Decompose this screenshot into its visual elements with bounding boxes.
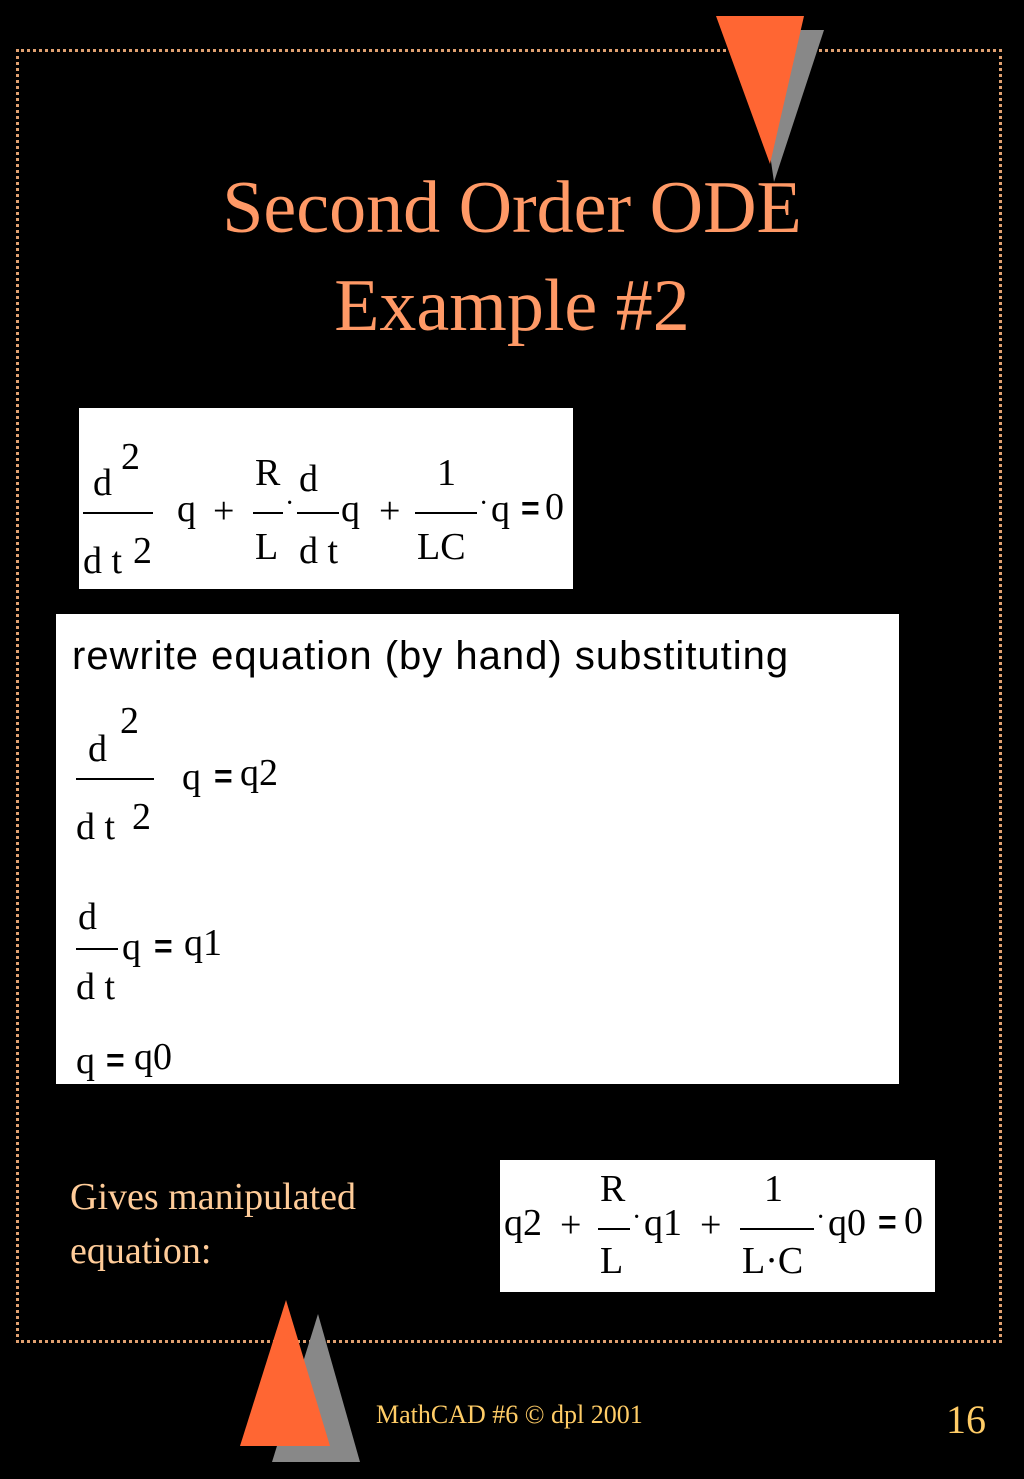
result-label-line2: equation:	[70, 1230, 212, 1272]
fraction-bar	[598, 1228, 630, 1230]
math-dot: ·	[285, 488, 295, 519]
math-dt: d t	[76, 806, 116, 848]
math-LC: LC	[417, 526, 466, 568]
math-equals: =	[214, 758, 233, 794]
math-exponent: 2	[121, 436, 140, 478]
math-exponent: 2	[133, 530, 152, 572]
math-d: d	[78, 896, 97, 938]
math-plus: +	[213, 490, 235, 532]
math-rhs: q1	[184, 922, 222, 964]
math-rhs: q2	[240, 752, 278, 794]
slide-title-line1: Second Order ODE	[222, 167, 802, 249]
math-dt: d t	[76, 966, 116, 1008]
math-zero: 0	[904, 1200, 923, 1242]
math-d: d	[93, 462, 112, 504]
top-decorative-triangles	[712, 14, 828, 184]
math-dot: ·	[479, 488, 489, 519]
math-q2: q2	[504, 1202, 542, 1244]
math-equals: =	[106, 1042, 125, 1078]
math-plus: +	[560, 1204, 582, 1246]
fraction-bar	[76, 948, 118, 950]
math-exponent: 2	[120, 700, 139, 742]
math-plus: +	[379, 490, 401, 532]
math-zero: 0	[545, 486, 564, 528]
fraction-bar	[83, 512, 153, 514]
result-equation-box	[500, 1160, 935, 1292]
math-dt: d t	[83, 540, 123, 582]
math-q0: q0	[828, 1202, 866, 1244]
math-rhs: q0	[134, 1036, 172, 1078]
math-plus: +	[700, 1204, 722, 1246]
math-q: q	[76, 1040, 95, 1082]
math-dt: d t	[299, 530, 339, 572]
slide-title-line2: Example #2	[334, 265, 690, 347]
substitution-heading: rewrite equation (by hand) substituting	[72, 634, 790, 678]
fraction-bar	[740, 1228, 814, 1230]
math-dot: ·	[632, 1202, 642, 1233]
main-equation-box	[79, 408, 573, 589]
math-R: R	[255, 452, 281, 494]
math-exponent: 2	[132, 796, 151, 838]
math-q: q	[122, 926, 141, 968]
math-q: q	[177, 488, 196, 530]
math-L: L	[255, 526, 279, 568]
fraction-bar	[76, 778, 154, 780]
math-q: q	[182, 756, 201, 798]
math-q: q	[491, 488, 510, 530]
math-dot: ·	[816, 1202, 826, 1233]
math-d: d	[88, 728, 107, 770]
math-R: R	[600, 1168, 626, 1210]
fraction-bar	[415, 512, 477, 514]
result-label-line1: Gives manipulated	[70, 1176, 356, 1218]
math-equals: =	[154, 928, 173, 964]
math-equals: =	[878, 1204, 897, 1240]
math-q1: q1	[644, 1202, 682, 1244]
math-equals: =	[521, 490, 540, 526]
footer-credit: MathCAD #6 © dpl 2001	[376, 1400, 643, 1429]
substitution-box	[56, 614, 899, 1084]
bottom-decorative-triangles	[238, 1298, 364, 1464]
math-one: 1	[437, 452, 456, 494]
math-LC: L·C	[742, 1240, 804, 1282]
page-number: 16	[946, 1397, 986, 1442]
math-L: L	[600, 1240, 624, 1282]
fraction-bar	[297, 512, 339, 514]
math-q: q	[341, 488, 360, 530]
fraction-bar	[253, 512, 283, 514]
math-d: d	[299, 458, 318, 500]
math-one: 1	[764, 1168, 783, 1210]
